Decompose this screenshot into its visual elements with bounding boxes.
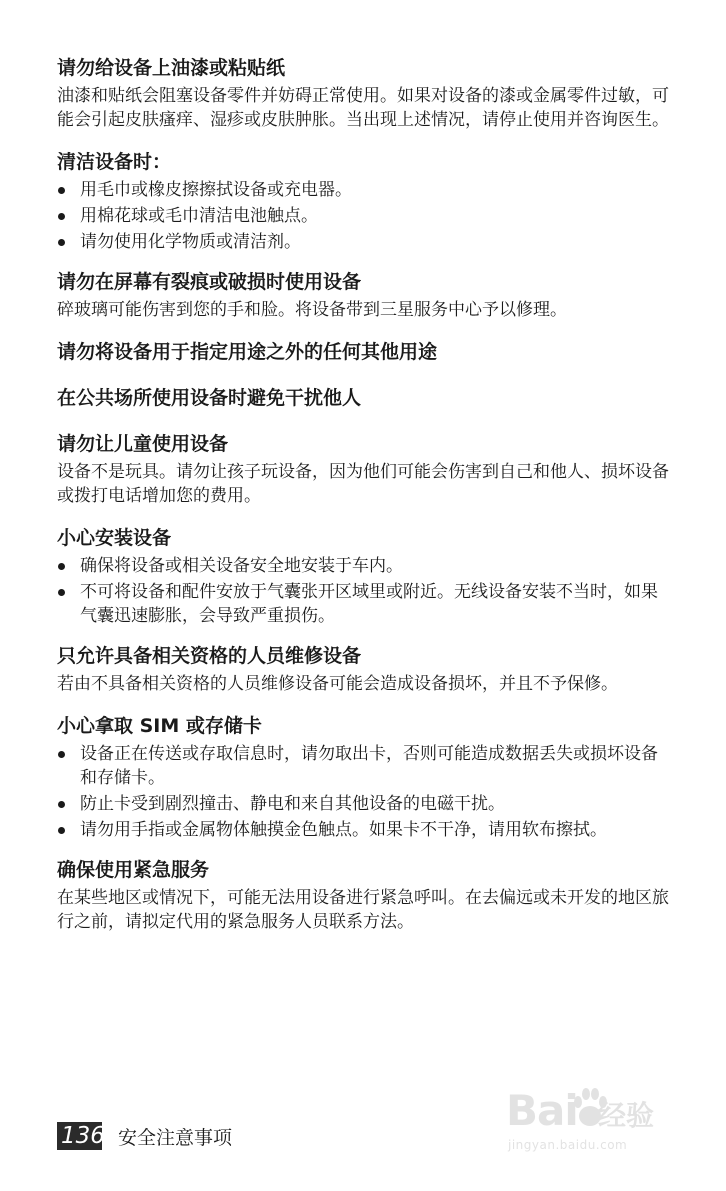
bullet-text: 请勿使用化学物质或清洁剂。 (80, 232, 301, 252)
bullet-item (57, 230, 672, 254)
section-heading: 请勿将设备用于指定用途之外的任何其他用途 (57, 341, 438, 363)
bullet-text: 不可将设备和配件安放于气囊张开区域里或附近。无线设备安装不当时，如果气囊迅速膨胀，会导致严重损伤。 (80, 582, 658, 626)
section-paragraph: 若由不具备相关资格的人员维修设备可能会造成设备损坏，并且不予保修。 (57, 674, 618, 694)
section-paint-stickers (57, 56, 672, 132)
bullet-icon (58, 801, 65, 808)
bullet-item (57, 580, 672, 628)
section-heading: 只允许具备相关资格的人员维修设备 (57, 645, 362, 667)
section-heading: 小心拿取 SIM 或存储卡 (57, 715, 262, 737)
watermark-url: jingyan.baidu.com (508, 1138, 628, 1152)
section-paragraph: 油漆和贴纸会阻塞设备零件并妨碍正常使用。如果对设备的漆或金属零件过敏，可能会引起皮肤瘙痒、湿疹或皮肤肿胀。当出现上述情况，请停止使用并咨询医生。 (57, 86, 669, 130)
footer-section-title: 安全注意事项 (118, 1126, 233, 1149)
section-paragraph: 在某些地区或情况下，可能无法用设备进行紧急呼叫。在去偏远或未开发的地区旅行之前，请拟定代用的紧急服务人员联系方法。 (57, 888, 669, 932)
bullet-icon (58, 751, 65, 758)
bullet-item (57, 818, 672, 842)
section-cleaning (57, 150, 672, 254)
section-heading: 请勿让儿童使用设备 (57, 433, 229, 455)
bullet-item (57, 742, 672, 790)
section-children (57, 432, 672, 508)
section-intended-use (57, 340, 672, 364)
bullet-list (57, 554, 672, 628)
page-number: 136 (57, 1122, 102, 1150)
section-heading: 清洁设备时： (57, 151, 172, 173)
bullet-icon (58, 187, 65, 194)
watermark-brand-text: 经验 (598, 1099, 655, 1132)
bullet-list (57, 178, 672, 254)
section-heading: 小心安装设备 (57, 527, 172, 549)
section-sim-card (57, 714, 672, 842)
baidu-jingyan-watermark (506, 1086, 676, 1166)
bullet-icon (58, 239, 65, 246)
bullet-text: 用棉花球或毛巾清洁电池触点。 (80, 206, 318, 226)
page-footer (57, 1121, 232, 1151)
section-qualified-repair (57, 644, 672, 696)
section-public-places (57, 386, 672, 410)
section-paragraph: 设备不是玩具。请勿让孩子玩设备，因为他们可能会伤害到自己和他人、损坏设备或拨打电话增加您的费用。 (57, 462, 669, 506)
section-heading: 请勿在屏幕有裂痕或破损时使用设备 (57, 271, 362, 293)
bullet-icon (58, 589, 65, 596)
bullet-item (57, 554, 672, 578)
bullet-text: 确保将设备或相关设备安全地安装于车内。 (80, 556, 403, 576)
bullet-item (57, 204, 672, 228)
section-heading: 请勿给设备上油漆或粘贴纸 (57, 57, 286, 79)
bullet-item (57, 792, 672, 816)
bullet-text: 请勿用手指或金属物体触摸金色触点。如果卡不干净，请用软布擦拭。 (80, 820, 607, 840)
section-paragraph: 碎玻璃可能伤害到您的手和脸。将设备带到三星服务中心予以修理。 (57, 300, 567, 320)
bullet-text: 用毛巾或橡皮擦擦拭设备或充电器。 (80, 180, 352, 200)
bullet-text: 设备正在传送或存取信息时，请勿取出卡，否则可能造成数据丢失或损坏设备和存储卡。 (80, 744, 658, 788)
watermark-logo-text: Bai (506, 1086, 578, 1135)
section-emergency (57, 858, 672, 934)
section-heading: 在公共场所使用设备时避免干扰他人 (57, 387, 362, 409)
bullet-text: 防止卡受到剧烈撞击、静电和来自其他设备的电磁干扰。 (80, 794, 505, 814)
section-installation (57, 526, 672, 628)
bullet-icon (58, 563, 65, 570)
bullet-item (57, 178, 672, 202)
document-body (57, 56, 672, 934)
section-cracked-screen (57, 270, 672, 322)
bullet-icon (58, 827, 65, 834)
bullet-icon (58, 213, 65, 220)
section-heading: 确保使用紧急服务 (57, 859, 210, 881)
bullet-list (57, 742, 672, 842)
